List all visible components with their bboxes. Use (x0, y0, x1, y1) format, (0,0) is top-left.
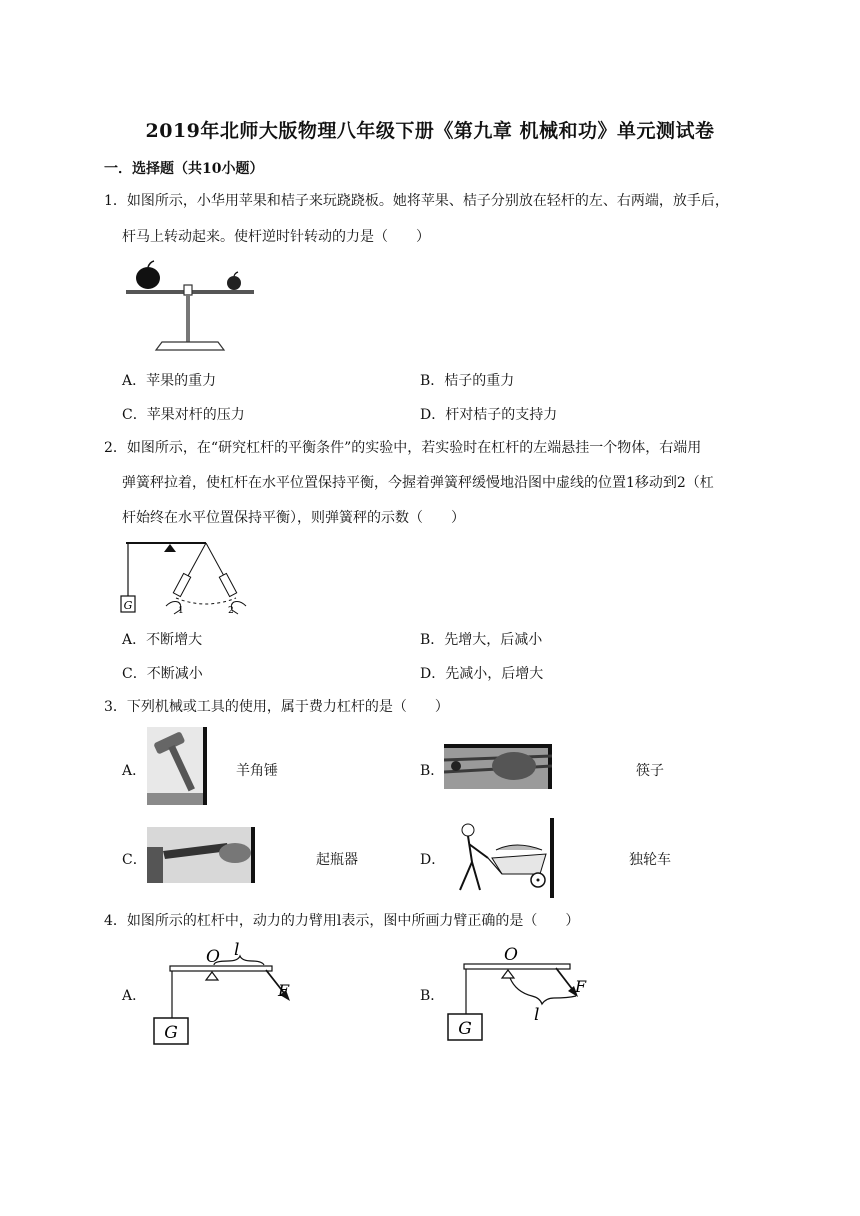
q3-option-b-caption: 筷子 (636, 763, 664, 779)
seesaw-figure (120, 258, 260, 356)
q2-option-b[interactable]: B．先增大，后减小 (420, 632, 543, 648)
page-title: 2019年北师大版物理八年级下册《第九章 机械和功》单元测试卷 (145, 120, 715, 142)
chopsticks-image (444, 744, 552, 789)
question-2-line-2: 弹簧秤拉着，使杠杆在水平位置保持平衡，今握着弹簧秤缓慢地沿图中虚线的位置1移动到2（杠 (122, 475, 714, 491)
question-2-line-3: 杆始终在水平位置保持平衡），则弹簧秤的示数（ ） (122, 510, 465, 526)
q3-option-d-caption: 独轮车 (629, 852, 671, 868)
wheelbarrow-image (446, 818, 554, 898)
question-3-line-1: 3．下列机械或工具的使用，属于费力杠杆的是（ ） (104, 699, 449, 715)
q1-option-a[interactable]: A．苹果的重力 (122, 373, 217, 389)
pivot-label: O (206, 947, 220, 967)
claw-hammer-image (147, 727, 207, 805)
question-1-line-2: 杆马上转动起来。使杆逆时针转动的力是（ ） (122, 229, 430, 245)
q1-option-c[interactable]: C．苹果对杆的压力 (122, 407, 245, 423)
weight-label: G (164, 1023, 178, 1043)
question-4-line-1: 4．如图所示的杠杆中，动力的力臂用l表示，图中所画力臂正确的是（ ） (104, 913, 580, 929)
q2-option-c[interactable]: C．不断减小 (122, 666, 203, 682)
q1-option-d[interactable]: D．杆对桔子的支持力 (420, 407, 558, 423)
arm-label: l (534, 1005, 540, 1025)
q2-option-a[interactable]: A．不断增大 (122, 632, 203, 648)
apple-icon (136, 267, 160, 289)
q1-option-b[interactable]: B．桔子的重力 (420, 373, 515, 389)
q3-option-d-letter[interactable]: D． (420, 852, 446, 868)
force-label: F (278, 981, 290, 1000)
force-label: F (575, 977, 587, 996)
lever-diagram-a (148, 942, 298, 1048)
q2-option-d[interactable]: D．先减小，后增大 (420, 666, 544, 682)
weight-label: G (123, 599, 133, 612)
question-2-line-1: 2．如图所示，在“研究杠杆的平衡条件”的实验中，若实验时在杠杆的左端悬挂一个物体，右端用 (104, 440, 702, 456)
position-2-label: 2 (228, 606, 234, 616)
q3-option-c-caption: 起瓶器 (316, 852, 358, 868)
weight-label: G (458, 1019, 472, 1039)
q3-option-a-caption: 羊角锤 (236, 763, 278, 779)
orange-icon (227, 276, 241, 290)
lever-diagram-b (444, 940, 594, 1046)
q3-option-c-letter[interactable]: C． (122, 852, 147, 868)
bottle-opener-image (147, 827, 255, 883)
lever-spring-figure (120, 534, 250, 616)
q3-option-b-letter[interactable]: B． (420, 763, 445, 779)
seesaw-base (156, 342, 224, 350)
pivot-label: O (504, 945, 518, 965)
q4-option-a-letter[interactable]: A． (122, 988, 147, 1004)
q4-option-b-letter[interactable]: B． (420, 988, 445, 1004)
question-1-line-1: 1．如图所示，小华用苹果和桔子来玩跷跷板。她将苹果、桔子分别放在轻杆的左、右两端，放手后， (104, 193, 729, 209)
position-1-label: 1 (178, 606, 184, 616)
section-heading: 一．选择题（共10小题） (104, 161, 264, 177)
arm-label: l (234, 942, 240, 960)
q3-option-a-letter[interactable]: A． (122, 763, 147, 779)
